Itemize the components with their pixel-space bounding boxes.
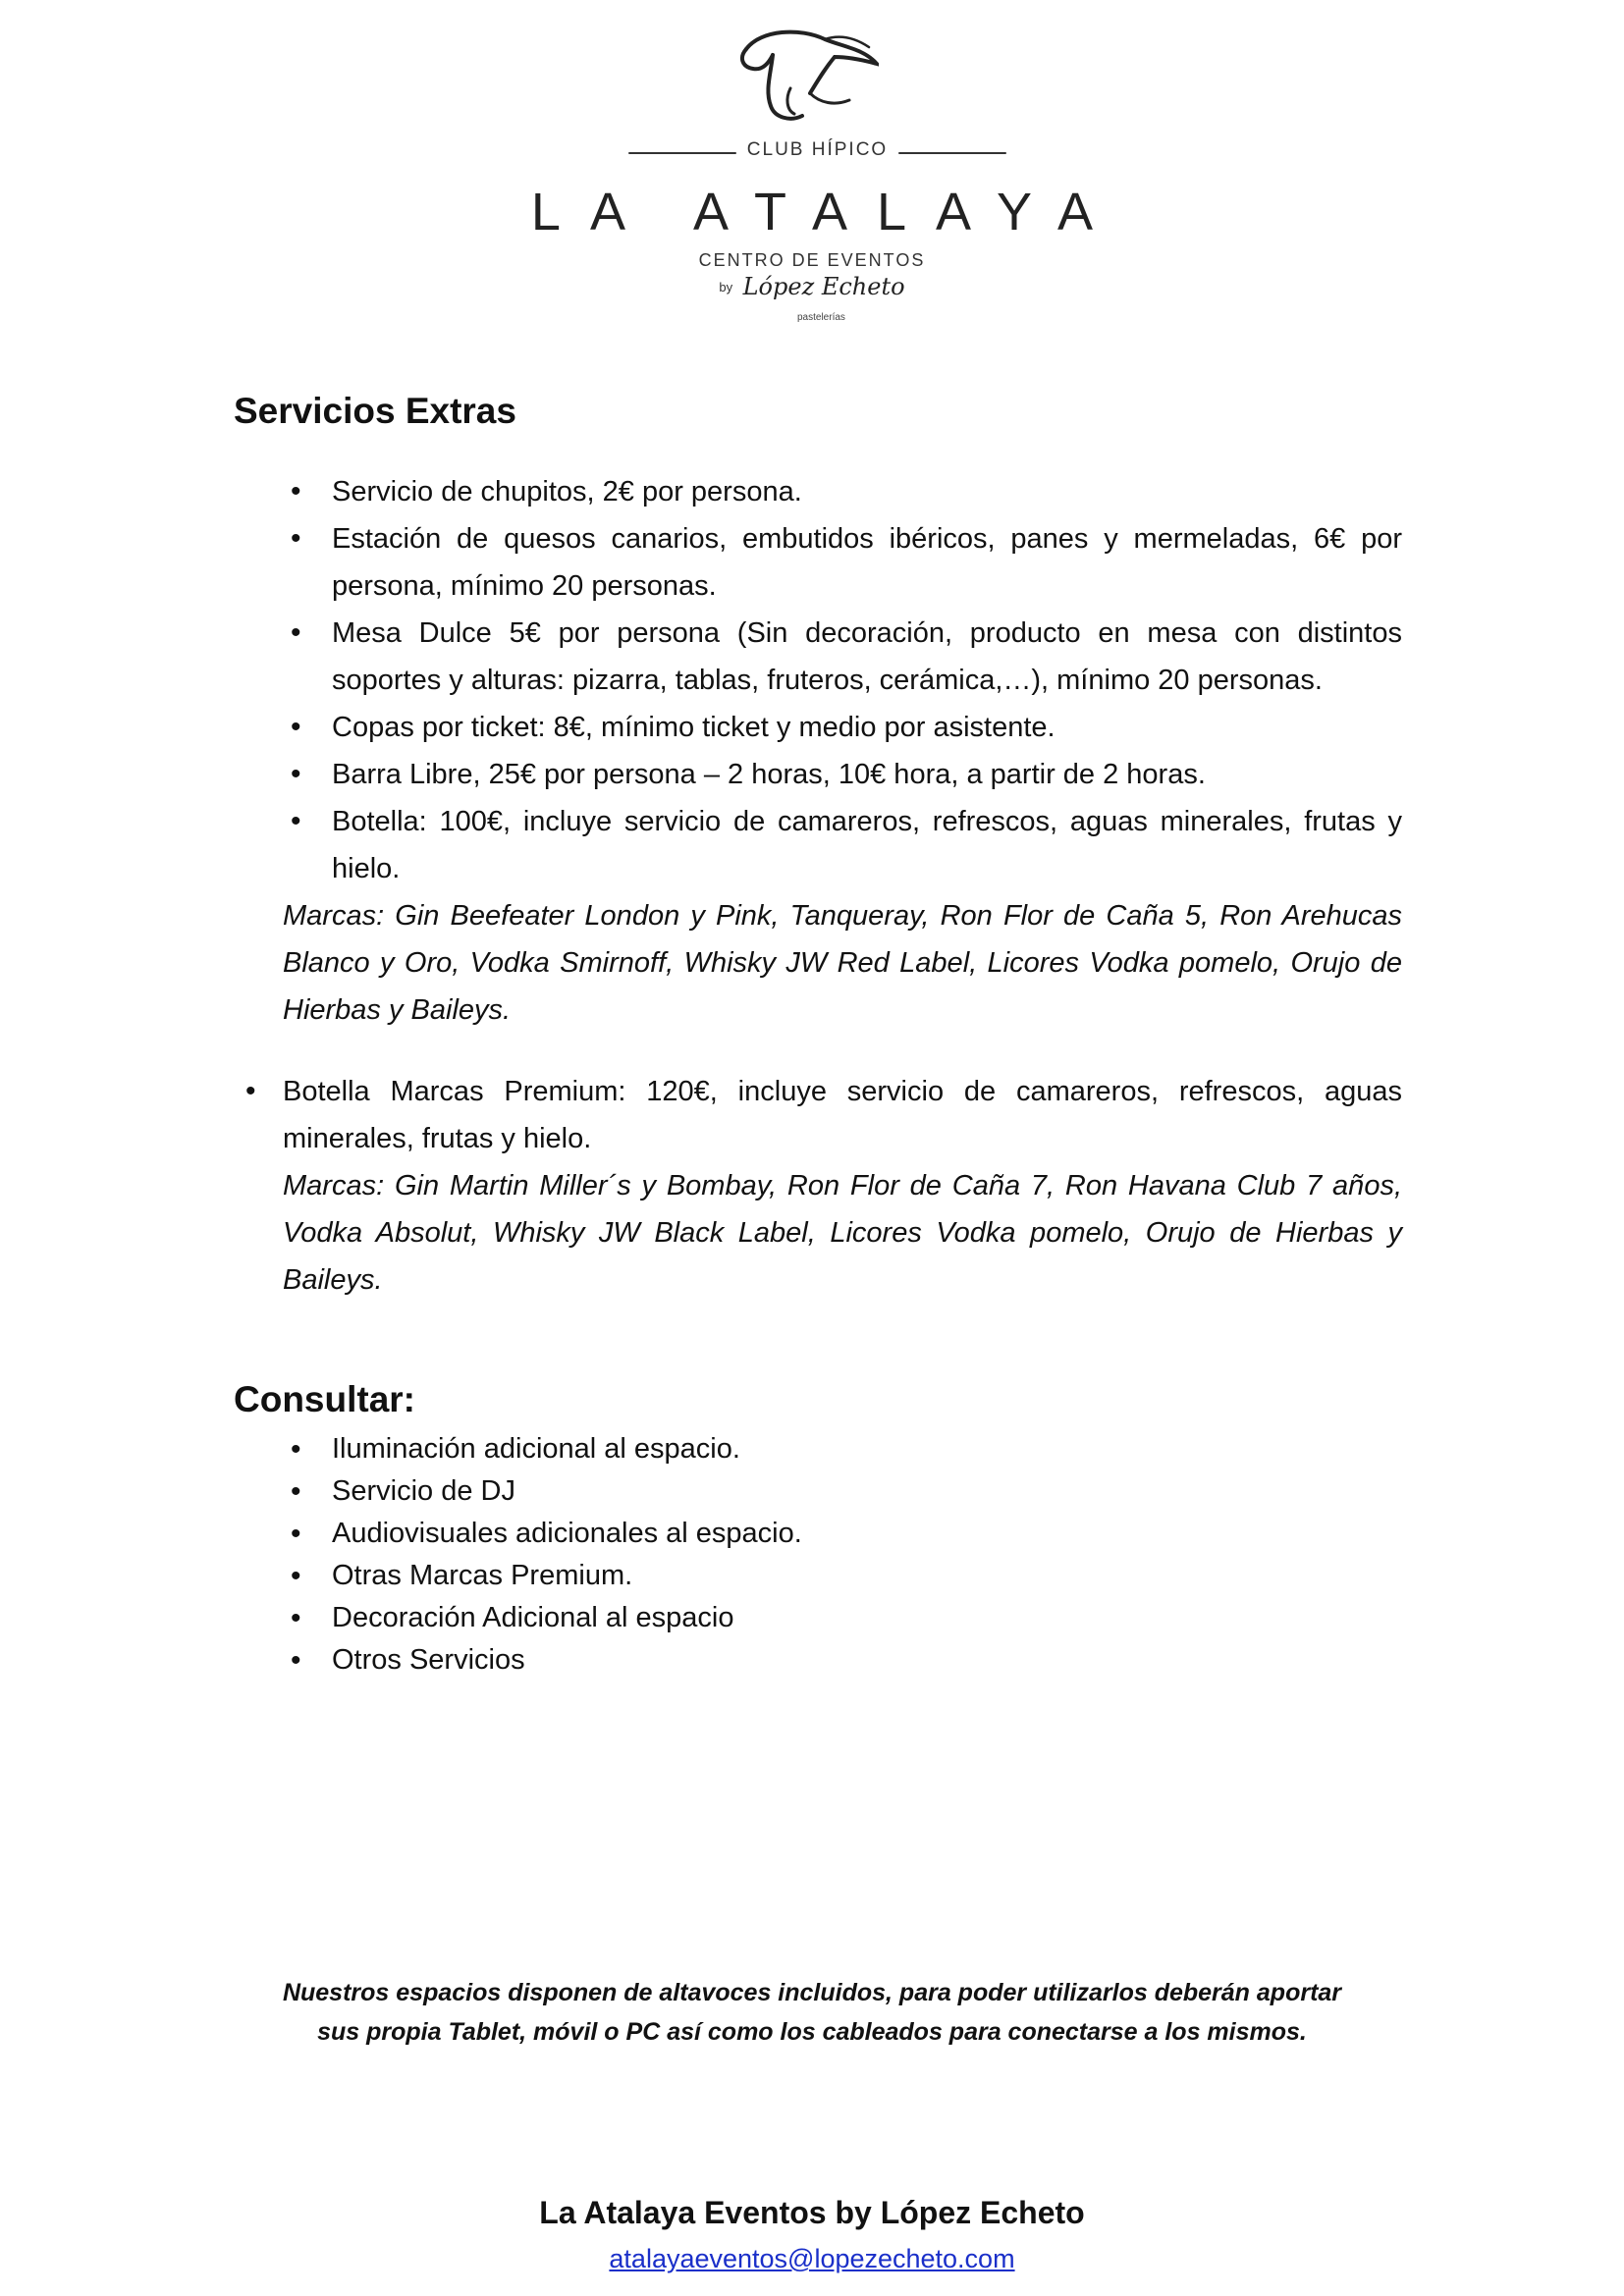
list-item: • Decoración Adicional al espacio bbox=[234, 1597, 1402, 1639]
extras-list bbox=[234, 468, 1402, 1034]
list-item: • Iluminación adicional al espacio. bbox=[234, 1428, 1402, 1470]
divider-left bbox=[628, 152, 736, 154]
list-item: • Copas por ticket: 8€, mínimo ticket y medio por asistente. bbox=[234, 704, 1402, 751]
logo bbox=[0, 0, 1624, 334]
premium-marcas-text: Marcas: Gin Martin Miller´s y Bombay, Ron Flor de Caña 7, Ron Havana Club 7 años, Vodka Absolut, Whisky JW Black Label, Licores Vodka pomelo, Orujo de Hierbas y Baileys. bbox=[283, 1170, 1402, 1296]
list-item: • Otros Servicios bbox=[234, 1639, 1402, 1682]
note-line-2: sus propia Tablet, móvil o PC así como los cableados para conectarse a los mismos. bbox=[317, 2018, 1307, 2046]
footer-email-link[interactable]: atalayaeventos@lopezecheto.com bbox=[609, 2244, 1015, 2273]
logo-centro: CENTRO DE EVENTOS bbox=[698, 250, 926, 270]
bullet-icon: • bbox=[291, 1602, 301, 1634]
bullet-icon: • bbox=[291, 475, 301, 507]
marcas-text: Marcas: Gin Beefeater London y Pink, Tanqueray, Ron Flor de Caña 5, Ron Arehucas Blanco y Oro, Vodka Smirnoff, Whisky JW Red Label, Licores Vodka pomelo, Orujo de Hierbas y Baileys. bbox=[283, 900, 1402, 1026]
bullet-icon: • bbox=[291, 1433, 301, 1466]
list-item: • Otras Marcas Premium. bbox=[234, 1555, 1402, 1597]
list-item: • Mesa Dulce 5€ por persona (Sin decoración, producto en mesa con distintos soportes y alturas: pizarra, tablas, fruteros, cerámica,…), mínimo 20 personas. bbox=[234, 610, 1402, 704]
bullet-icon: • bbox=[291, 1644, 301, 1677]
list-item: • Barra Libre, 25€ por persona – 2 horas, 10€ hora, a partir de 2 horas. bbox=[234, 751, 1402, 798]
section-title-consultar: Consultar: bbox=[234, 1379, 415, 1419]
section-title-extras: Servicios Extras bbox=[234, 391, 516, 431]
speaker-note bbox=[0, 1973, 1624, 2052]
bullet-icon: • bbox=[291, 758, 301, 790]
bullet-icon: • bbox=[291, 522, 301, 555]
list-item: • Botella: 100€, incluye servicio de camareros, refrescos, aguas minerales, frutas y hielo. Marcas: Gin Beefeater London y Pink, Tanqueray, Ron Flor de Caña 5, Ron Arehucas Blanco y Oro, Vodka Smirnoff, Whisky JW Red Label, Licores Vodka pomelo, Orujo de Hierbas y Baileys. bbox=[234, 798, 1402, 1034]
note-line-1: Nuestros espacios disponen de altavoces incluidos, para poder utilizarlos deberán aportar bbox=[282, 1979, 1342, 2006]
logo-brand: LA ATALAYA bbox=[530, 183, 1123, 241]
logo-pastelerias: pastelerías bbox=[797, 312, 845, 323]
divider-right bbox=[898, 152, 1006, 154]
consultar-list bbox=[234, 1428, 1402, 1682]
bullet-icon: • bbox=[291, 805, 301, 837]
bullet-icon: • bbox=[291, 1560, 301, 1592]
bullet-icon: • bbox=[291, 1475, 301, 1508]
logo-signature: López Echeto bbox=[742, 273, 905, 300]
list-item: • Audiovisuales adicionales al espacio. bbox=[234, 1513, 1402, 1555]
logo-by: by bbox=[719, 279, 733, 294]
horse-logo-icon bbox=[731, 20, 879, 133]
bullet-icon: • bbox=[291, 616, 301, 649]
bullet-icon: • bbox=[291, 1518, 301, 1550]
premium-item bbox=[234, 1068, 1402, 1304]
bullet-icon: • bbox=[291, 711, 301, 743]
footer-title: La Atalaya Eventos by López Echeto bbox=[539, 2195, 1085, 2230]
list-item: • Servicio de DJ bbox=[234, 1470, 1402, 1513]
list-item: • Estación de quesos canarios, embutidos ibéricos, panes y mermeladas, 6€ por persona, mínimo 20 personas. bbox=[234, 515, 1402, 610]
list-item: • Servicio de chupitos, 2€ por persona. bbox=[234, 468, 1402, 515]
logo-club-text: CLUB HÍPICO bbox=[746, 139, 889, 160]
bullet-icon: • bbox=[245, 1075, 256, 1107]
premium-text: Botella Marcas Premium: 120€, incluye servicio de camareros, refrescos, aguas minerales, frutas y hielo. bbox=[283, 1076, 1402, 1154]
